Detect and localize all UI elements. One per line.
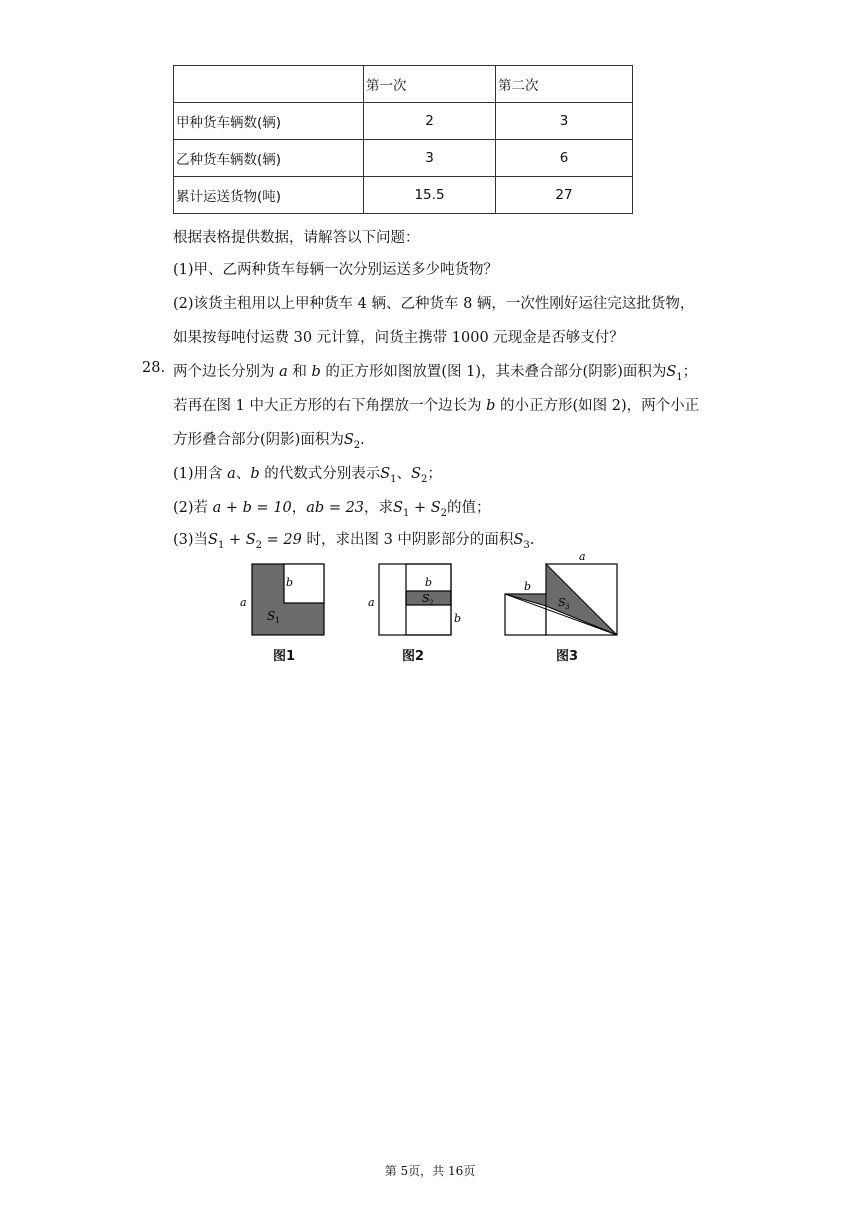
q28-part2: (2)若 a + b = 10，ab = 23，求$S_1 + S_2$的值； (173, 500, 491, 519)
q27-part1: (1)甲、乙两种货车每辆一次分别运送多少吨货物？ (173, 262, 499, 278)
table-header-cell (174, 66, 364, 103)
fig1-label-S: S (267, 609, 276, 623)
fig1-label-b: b (286, 576, 294, 589)
table-cell: 乙种货车辆数(辆) (174, 140, 364, 177)
table-cell: 累计运送货物(吨) (174, 177, 364, 214)
figures-svg (230, 550, 630, 645)
fig1-label-sub: 1 (275, 616, 281, 625)
table-header-cell: 第一次 (364, 66, 496, 103)
table-header-row (174, 66, 633, 103)
q27-intro: 根据表格提供数据，请解答以下问题： (173, 230, 420, 246)
table-cell: 27 (496, 177, 633, 214)
fig3-label-b: b (524, 580, 532, 593)
q28-line3: 方形叠合部分(阴影)面积为$S_2$. (173, 432, 365, 451)
fig2-label-sub: 2 (429, 599, 434, 607)
table-cell: 6 (496, 140, 633, 177)
freight-table (173, 65, 633, 214)
figure-2 (368, 564, 461, 635)
page-footer: 第 5页，共 16页 (384, 1164, 476, 1178)
q28-part3: (3)当$S_1 + S_2 = 29$ 时，求出图 3 中阴影部分的面积$S_3$. (173, 532, 535, 551)
figure-1 (240, 564, 324, 635)
fig3-label-sub: 3 (565, 603, 570, 611)
fig3-caption: 图3 (556, 649, 579, 664)
figure-3 (505, 550, 617, 635)
q28-number: 28. (142, 360, 166, 376)
table-cell: 15.5 (364, 177, 496, 214)
fig1-caption: 图1 (273, 649, 296, 664)
fig2-label-b-top: b (425, 576, 433, 589)
fig3-label-a: a (579, 550, 586, 563)
q27-part2-line1: (2)该货主租用以上甲种货车 4 辆、乙种货车 8 辆，一次性刚好运往完这批货物， (173, 296, 695, 312)
q28-line1: 两个边长分别为 a 和 b 的正方形如图放置(图 1)，其未叠合部分(阴影)面积为$S_1$； (173, 364, 698, 383)
table-row (174, 103, 633, 140)
table-cell: 3 (496, 103, 633, 140)
fig2-label-S: S (422, 592, 430, 605)
q28-part1: (1)用含 a、b 的代数式分别表示$S_1$、$S_2$； (173, 466, 442, 485)
fig1-label-a: a (240, 596, 247, 609)
table-cell: 2 (364, 103, 496, 140)
table-row (174, 177, 633, 214)
table-cell: 3 (364, 140, 496, 177)
fig2-label-a: a (368, 596, 375, 609)
table-cell: 甲种货车辆数(辆) (174, 103, 364, 140)
fig2-caption: 图2 (402, 649, 425, 664)
q28-line2: 若再在图 1 中大正方形的右下角摆放一个边长为 b 的小正方形(如图 2)，两个小正 (173, 398, 700, 414)
fig3-label-S: S (558, 596, 566, 609)
table-row (174, 140, 633, 177)
fig2-label-b-side: b (454, 612, 462, 625)
table-header-cell: 第二次 (496, 66, 633, 103)
q27-part2-line2: 如果按每吨付运费 30 元计算，问货主携带 1000 元现金是否够支付？ (173, 330, 624, 346)
